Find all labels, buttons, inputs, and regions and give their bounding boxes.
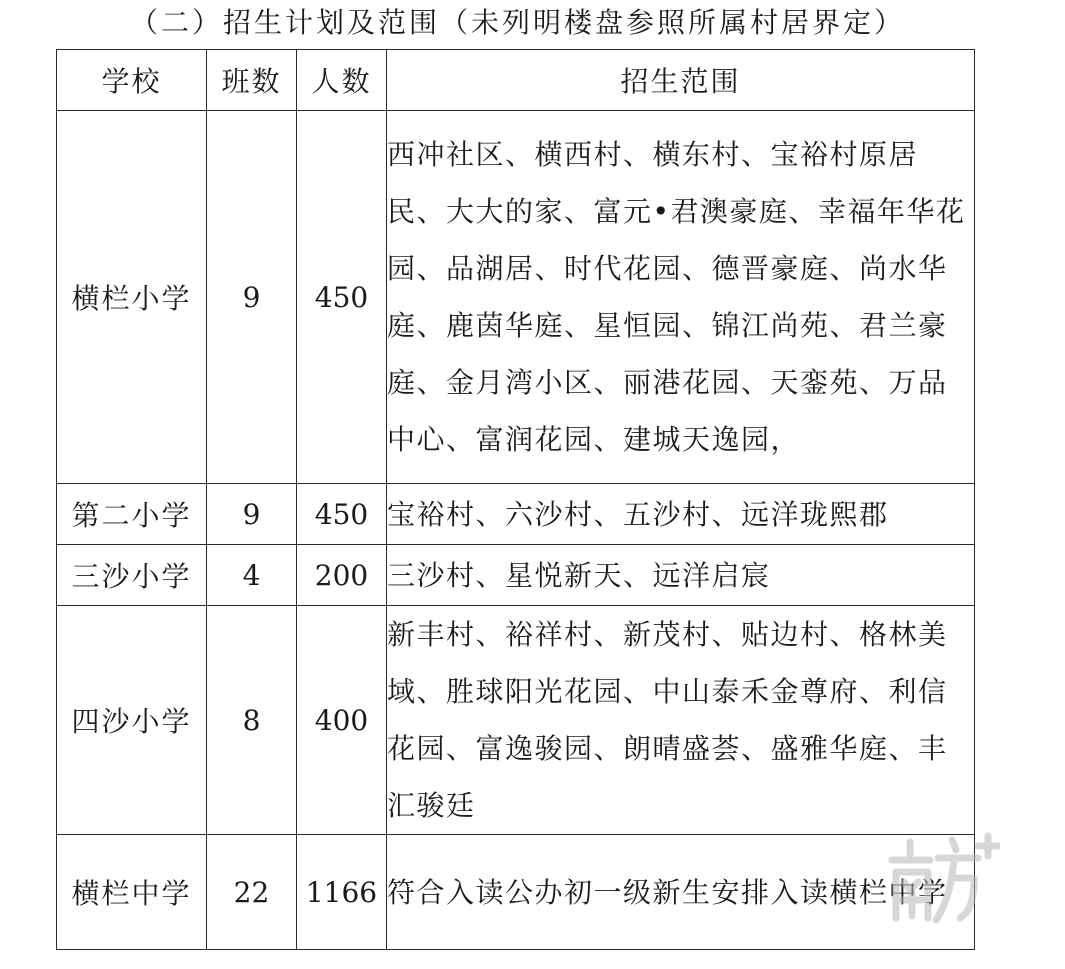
enrollment-range: 新丰村、裕祥村、新茂村、贴边村、格林美域、胜球阳光花园、中山泰禾金尊府、利信花园、富逸骏园、朗晴盛荟、盛雅华庭、丰汇骏廷 bbox=[387, 606, 975, 835]
school-name: 三沙小学 bbox=[57, 545, 207, 606]
enrollment-range: 三沙村、星悦新天、远洋启宸 bbox=[387, 545, 975, 606]
class-count: 4 bbox=[207, 545, 297, 606]
table-row bbox=[57, 545, 975, 606]
class-count: 22 bbox=[207, 835, 297, 950]
student-count: 400 bbox=[297, 606, 387, 835]
header-school: 学校 bbox=[57, 50, 207, 111]
header-classes: 班数 bbox=[207, 50, 297, 111]
table-row bbox=[57, 606, 975, 835]
page-title: （二）招生计划及范围（未列明楼盘参照所属村居界定） bbox=[130, 6, 906, 39]
class-count: 8 bbox=[207, 606, 297, 835]
enrollment-range: 符合入读公办初一级新生安排入读横栏中学 bbox=[387, 835, 975, 950]
enrollment-range: 西冲社区、横西村、横东村、宝裕村原居民、大大的家、富元•君澳豪庭、幸福年华花园、品湖居、时代花园、德晋豪庭、尚水华庭、鹿茵华庭、星恒园、锦江尚苑、君兰豪庭、金月湾小区、丽港花园、天銮苑、万品中心、富润花园、建城天逸园， bbox=[387, 111, 975, 484]
school-name: 横栏中学 bbox=[57, 835, 207, 950]
enrollment-range: 宝裕村、六沙村、五沙村、远洋珑熙郡 bbox=[387, 484, 975, 545]
header-people: 人数 bbox=[297, 50, 387, 111]
enrollment-table bbox=[56, 49, 975, 950]
header-range: 招生范围 bbox=[387, 50, 975, 111]
school-name: 第二小学 bbox=[57, 484, 207, 545]
table-row bbox=[57, 835, 975, 950]
table-row bbox=[57, 484, 975, 545]
student-count: 450 bbox=[297, 111, 387, 484]
table-row bbox=[57, 111, 975, 484]
student-count: 1166 bbox=[297, 835, 387, 950]
student-count: 450 bbox=[297, 484, 387, 545]
student-count: 200 bbox=[297, 545, 387, 606]
table-header-row bbox=[57, 50, 975, 111]
class-count: 9 bbox=[207, 111, 297, 484]
school-name: 横栏小学 bbox=[57, 111, 207, 484]
school-name: 四沙小学 bbox=[57, 606, 207, 835]
class-count: 9 bbox=[207, 484, 297, 545]
